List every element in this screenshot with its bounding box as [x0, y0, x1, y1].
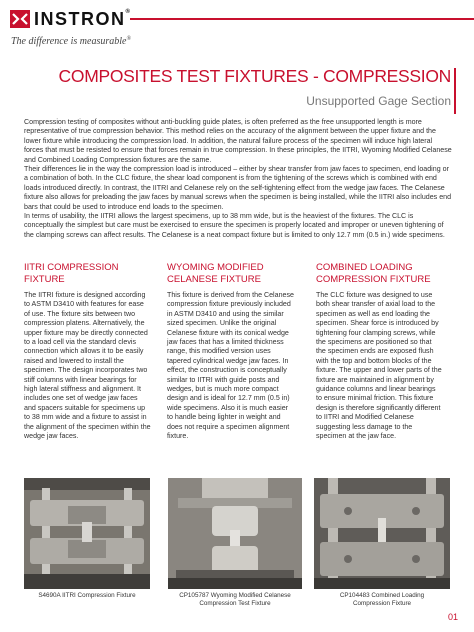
title-accent-bar: [454, 68, 456, 114]
column-heading: IITRI COMPRESSION FIXTURE: [24, 262, 119, 285]
logo-wordmark: [34, 9, 130, 30]
column-clc: [316, 262, 443, 442]
photo-caption: CP104483 Combined Loading Compression Fixture: [339, 592, 425, 607]
clc-fixture-photo: [314, 478, 450, 589]
celanese-fixture-photo: [168, 478, 302, 589]
title-block: [59, 66, 451, 108]
page-number: 01: [447, 612, 458, 622]
tagline: [11, 36, 131, 47]
column-body: The IITRI fixture is designed according to ASTM D3410 with features for ease of use. The fixture sits between two compression platens. Alternatively, the upper fixture may be directly connected to a load cell via the standard clevis connection which allows it to be easily raised and lowered to install the specimen. The design incorporates two stiff columns with linear bearings for high lateral stiffness and alignment. It includes one set of wedge jaw faces and spacers suitable for specimens up to 38 mm wide and a fixture to assist in the alignment of the specimen within the wedge jaw faces.: [24, 291, 151, 441]
column-body: The CLC fixture was designed to use both shear transfer of axial load to the specimen as well as end loading the specimen. Shear force is introduced by tightening four clamping screws, while the specimens are positioned so that the specimen ends are exposed flush with the top and bottom blocks of the fixture. The upper and lower parts of the fixture are maintained in alignment by guidance columns and linear bearings to ensure minimal friction. This fixture design is therefore significantly different to IITRI and Modified Celanese suggesting less damage to the specimen at the jaw face.: [316, 291, 442, 441]
intro-text: [24, 118, 452, 240]
column-body: This fixture is derived from the Celanese compression fixture previously included in ASTM D3410 and using the similar sized specimen. Unlike the original Celanese fixture with its conical wedge jaw faces that has a limited thickness range, this modified version uses tapered cylindrical wedge jaw faces. In effect, the construction is conceptually similar to IITRI with guide posts and wedges, but is much more compact design and is ideal for 12.7 mm (0.5 in) wide specimens. Also it is much easier to handle being lighter in weight and does not require a specimen alignment fixture.: [167, 291, 294, 441]
column-celanese: [167, 262, 294, 442]
photo-caption: S4690A IITRI Compression Fixture: [38, 592, 136, 599]
column-heading: WYOMING MODIFIED CELANESE FIXTURE: [167, 262, 264, 285]
column-heading: COMBINED LOADING COMPRESSION FIXTURE: [316, 262, 431, 285]
photo-caption: CP105787 Wyoming Modified Celanese Compression Test Fixture: [179, 592, 291, 607]
tagline-registered-mark: ®: [126, 36, 132, 42]
page-subtitle: Unsupported Gage Section: [306, 94, 451, 108]
instron-logo-mark-icon: [10, 10, 30, 28]
intro-paragraph: Compression testing of composites without anti-buckling guide plates, is often preferred as the free unsupported length is more representative of true compression behavior. This method relies on the accuracy of the alignment between the upper fixture and the lower fixture while introducing the compression load. In addition, the natural failure process of the specimen will induce high lateral forces that must be resisted to ensure that forces remain in true compression. In these principles, the IITRI, Wyoming Modified Celanese and Combined Loading Compression fixtures are the same.: [24, 118, 452, 164]
tagline-text: The difference is measurable: [11, 36, 127, 47]
intro-paragraph: In terms of usability, the IITRI allows the largest specimens, up to 38 mm wide, but is the heaviest of the fixtures. The CLC is conceptually the simplest but care must be exercised to ensure the specimen is properly located and improper or uneven tightening of the clamping screws can affect results. The Celanese is a neat compact fixture but is limited to only 12.7 mm (0.5 in.) wide specimens.: [24, 212, 445, 239]
logo-wordmark-text: INSTRON: [34, 9, 126, 29]
logo-registered-mark: ®: [125, 9, 130, 15]
header-red-rule: [130, 18, 474, 20]
intro-paragraph: Their differences lie in the way the compression load is introduced – either by shear transfer from jaw faces to specimen, end loading or a combination of both. In the CLC fixture, the shear load component is from the tightening of the screws which is combined with end loads introduced directly. In contrast, the IITRI and Celanese rely on the self-tightening effect from the wedge jaw faces. The Celanese fixture also allows for preloading the jaw faces by manual screws when the specimen is being installed, while the IITRI also includes end bars that could be used to introduce end loads to the specimen.: [24, 165, 452, 211]
page-title: COMPOSITES TEST FIXTURES - COMPRESSION: [58, 66, 451, 86]
column-iitri: [24, 262, 151, 442]
header: [0, 0, 474, 58]
iitri-fixture-photo: [24, 478, 150, 589]
